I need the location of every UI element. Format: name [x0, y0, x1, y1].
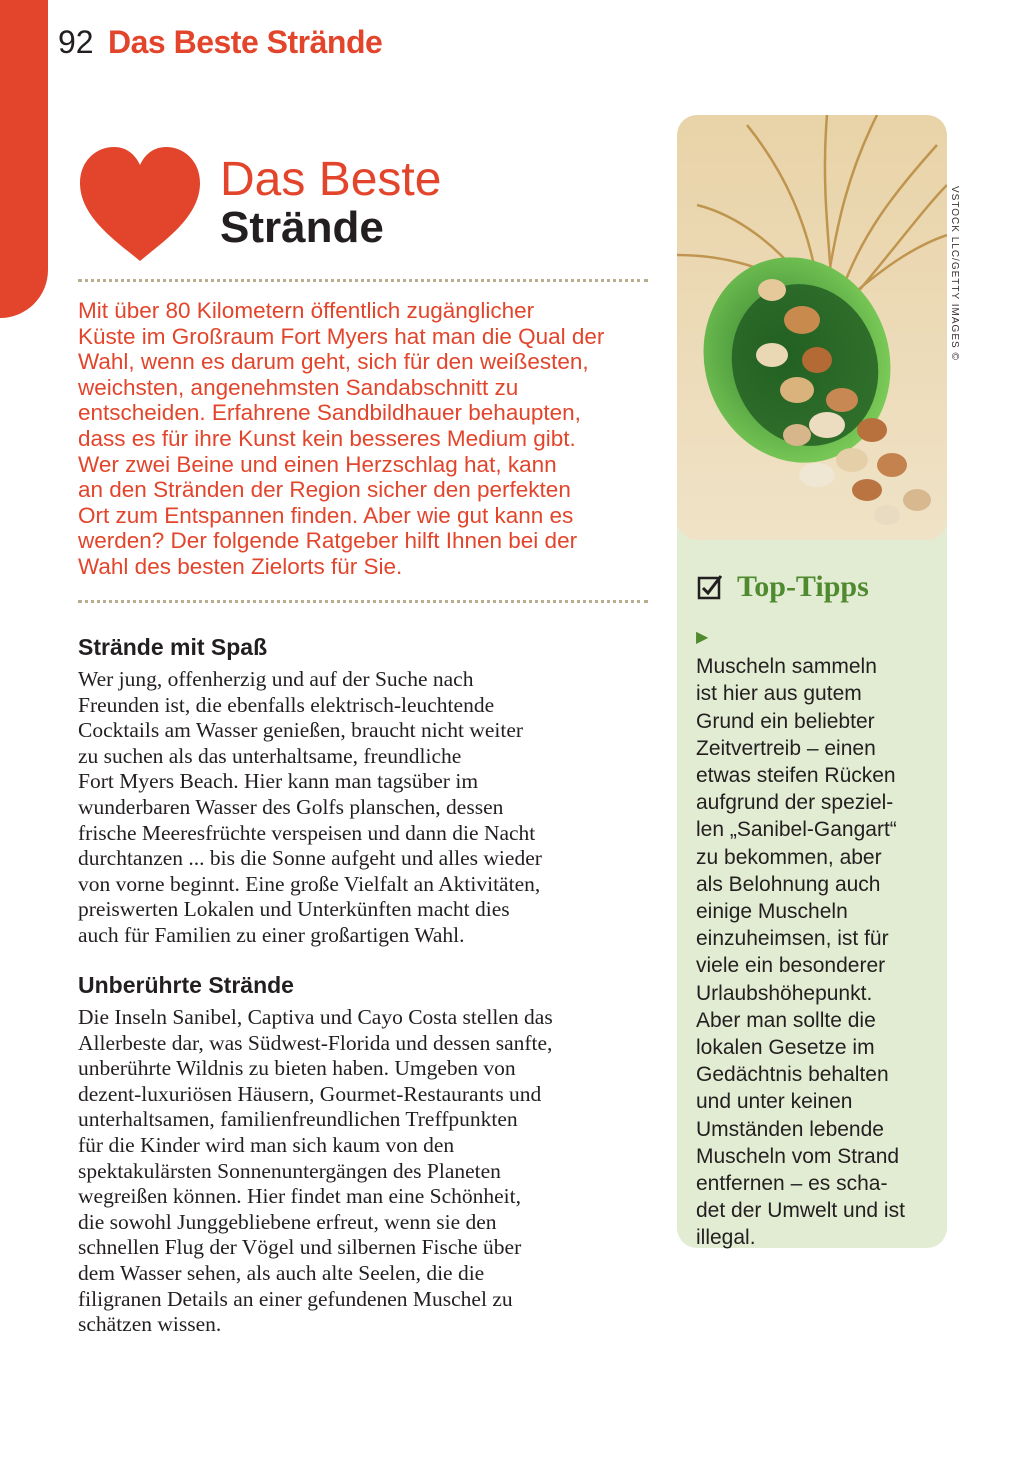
top-tips-header [697, 570, 869, 604]
top-tips-text: ▶ Muscheln sammeln ist hier aus gutem Grund ein beliebter Zeitvertreib – einen etwas steifen Rücken aufgrund der speziel- len „Sanibel-Gangart“ zu bekommen, aber als Belohnung auch einige Muscheln einzuheimsen, ist für viele ein besonderer Urlaubshöhepunkt. Aber man sollte die lokalen Gesetze im Gedächtnis behalten und unter keinen Umständen lebende Muscheln vom Strand entfernen – es scha- det der Umwelt und ist illegal. [696, 626, 936, 1252]
section-title-line2: Strände [220, 203, 384, 252]
section-heading-fun: Strände mit Spaß [78, 634, 268, 660]
heart-icon [78, 145, 202, 263]
divider-top [78, 279, 648, 282]
section-body-fun: Wer jung, offenherzig und auf der Suche nach Freunden ist, die ebenfalls elektrisch-leuchtende Cocktails am Wasser genießen, braucht nicht weiter zu suchen als das unterhaltsame, freundliche Fort Myers Beach. Hier kann man tagsüber im wunderbaren Wasser des Golfs planschen, dessen frische Meeresfrüchte verspeisen und dann die Nacht durchtanzen ... bis die Sonne aufgeht und alles wieder von vorne beginnt. Eine große Vielfalt an Aktivitäten, preiswerten Lokalen und Unterkünften macht dies auch für Familien zu einer großartigen Wahl. [78, 667, 542, 947]
section-heading-untouched: Unberührte Strände [78, 972, 294, 998]
section-title-line1: Das Beste [220, 153, 442, 206]
triangle-bullet-icon: ▶ [696, 629, 709, 646]
section-body-untouched: Die Inseln Sanibel, Captiva und Cayo Costa stellen das Allerbeste dar, was Südwest-Florida und dessen sanfte, unberührte Wildnis zu bieten haben. Umgeben von dezent-luxuriösen Häusern, Gourmet-Restaurants und unterhaltsamen, familienfreundlichen Treffpunkten für die Kinder wird man sich kaum von den spektakulärsten Sonnenuntergängen des Planeten wegreißen können. Hier findet man eine Schönheit, die sowohl Junggebliebene erfreut, wenn sie den schnellen Flug der Vögel und silbernen Fische über dem Wasser sehen, als auch alte Seelen, die die filigranen Details an einer gefundenen Muschel zu schätzen wissen. [78, 1005, 553, 1337]
beach-shells-photo [677, 115, 947, 540]
running-title: Das Beste Strände [108, 24, 383, 60]
divider-bottom [78, 600, 648, 603]
page-number: 92 [58, 24, 94, 60]
checkbox-icon [697, 574, 723, 600]
photo-credit: VSTOCK LLC/GETTY IMAGES © [949, 186, 960, 361]
intro-paragraph: Mit über 80 Kilometern öffentlich zugänglicher Küste im Großraum Fort Myers hat man die Qual der Wahl, wenn es darum geht, sich für den weißesten, weichsten, angenehmsten Sandabschnitt zu entscheiden. Erfahrene Sandbildhauer behaupten, dass es für ihre Kunst kein besseres Medium gibt. Wer zwei Beine und einen Herzschlag hat, kann an den Stränden der Region sicher den perfekten Ort zum Entspannen finden. Aber wie gut kann es werden? Der folgende Ratgeber hilft Ihnen bei der Wahl des besten Zielorts für Sie. [78, 298, 605, 579]
chapter-tab [0, 0, 48, 318]
top-tips-title: Top-Tipps [737, 570, 869, 603]
